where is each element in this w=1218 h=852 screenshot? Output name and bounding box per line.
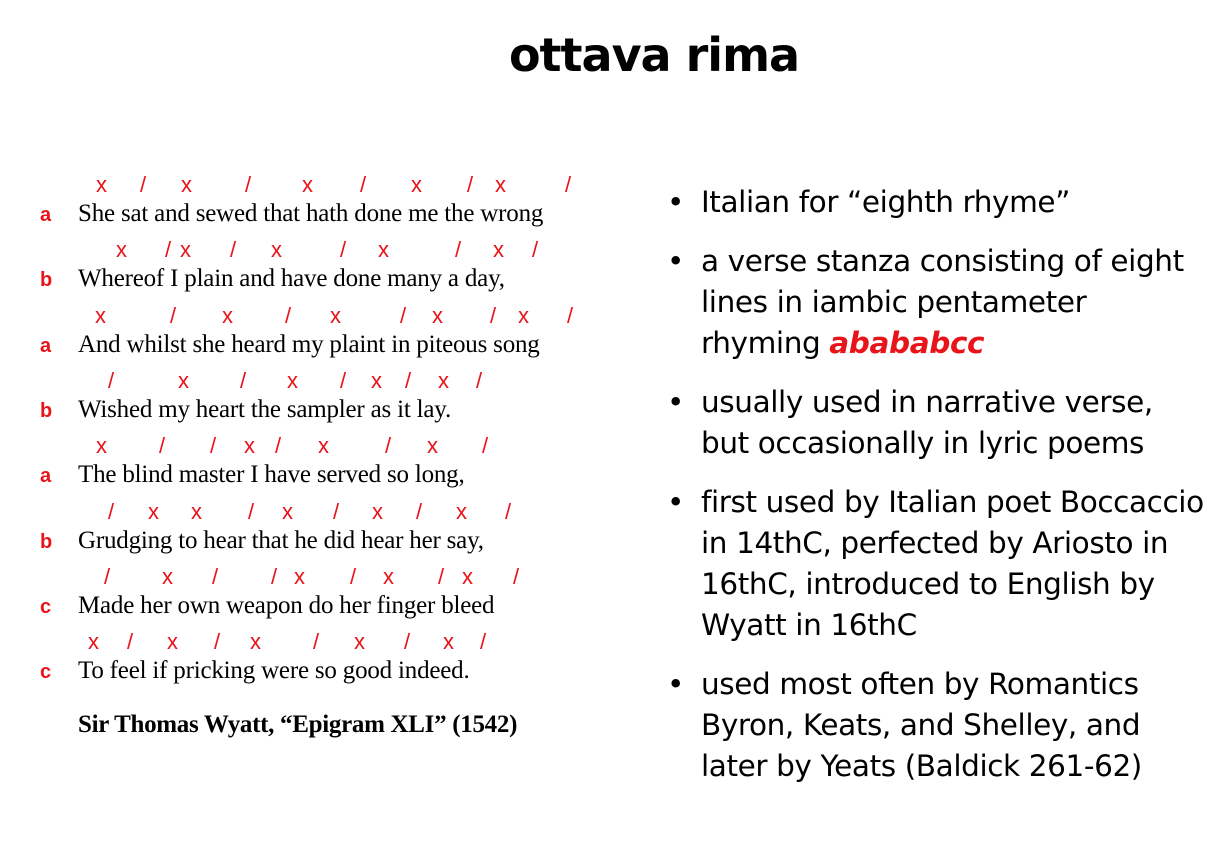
stress-mark: / xyxy=(505,499,512,524)
rhyme-letter: a xyxy=(40,465,52,487)
unstress-mark: x xyxy=(462,564,473,589)
stress-mark: / xyxy=(165,237,172,262)
bullet-text: first used by Italian poet Boccaccio in 14thC, perfected by Ariosto in 16thC, introduced to English by Wyatt in 16thC xyxy=(701,485,1204,642)
stress-mark: / xyxy=(271,564,278,589)
slide-title: ottava rima xyxy=(508,28,800,82)
stress-mark: / xyxy=(404,629,411,654)
stress-mark: / xyxy=(313,629,320,654)
unstress-mark: x xyxy=(518,303,529,328)
unstress-mark: x xyxy=(354,629,365,654)
stress-mark: / xyxy=(127,629,134,654)
unstress-mark: x xyxy=(287,368,298,393)
unstress-mark: x xyxy=(180,237,191,262)
unstress-mark: x xyxy=(383,564,394,589)
poem-line: Wished my heart the sampler as it lay. xyxy=(78,396,451,423)
rhyme-letter: a xyxy=(40,335,52,357)
stress-mark: / xyxy=(567,303,574,328)
stress-mark: / xyxy=(385,433,392,458)
unstress-mark: x xyxy=(294,564,305,589)
unstress-mark: x xyxy=(116,237,127,262)
unstress-mark: x xyxy=(438,368,449,393)
stress-mark: / xyxy=(405,368,412,393)
stress-mark: / xyxy=(400,303,407,328)
rhyme-letter: c xyxy=(40,661,52,683)
stress-mark: / xyxy=(350,564,357,589)
rhyme-letter: c xyxy=(40,596,52,618)
unstress-mark: x xyxy=(378,237,389,262)
stress-mark: / xyxy=(108,499,115,524)
bullet-item xyxy=(667,182,1207,223)
unstress-mark: x xyxy=(222,303,233,328)
stress-mark: / xyxy=(476,368,483,393)
poem-line: She sat and sewed that hath done me the wrong xyxy=(78,200,544,227)
unstress-mark: x xyxy=(181,172,192,197)
stress-mark: / xyxy=(438,564,445,589)
stress-mark: / xyxy=(212,564,219,589)
unstress-mark: x xyxy=(302,172,313,197)
unstress-mark: x xyxy=(244,433,255,458)
unstress-mark: x xyxy=(96,172,107,197)
stress-mark: / xyxy=(214,629,221,654)
stress-mark: / xyxy=(455,237,462,262)
unstress-mark: x xyxy=(191,499,202,524)
stress-mark: / xyxy=(482,433,489,458)
stress-mark: / xyxy=(480,629,487,654)
bullet-text: a verse stanza consisting of eight lines in iambic pentameter rhyming xyxy=(701,244,1184,360)
stress-mark: / xyxy=(532,237,539,262)
rhyme-letter: b xyxy=(40,269,53,291)
poem-line: Made her own weapon do her finger bleed xyxy=(78,592,495,619)
stress-mark: / xyxy=(285,303,292,328)
bullet-text: usually used in narrative verse, but occasionally in lyric poems xyxy=(701,385,1153,460)
bullet-item xyxy=(667,241,1207,364)
unstress-mark: x xyxy=(95,303,106,328)
stress-mark: / xyxy=(340,237,347,262)
unstress-mark: x xyxy=(318,433,329,458)
unstress-mark: x xyxy=(432,303,443,328)
poem-line: To feel if pricking were so good indeed. xyxy=(78,657,470,684)
unstress-mark: x xyxy=(271,237,282,262)
rhyme-scheme-highlight: abababcc xyxy=(829,326,985,360)
unstress-mark: x xyxy=(456,499,467,524)
stress-mark: / xyxy=(565,172,572,197)
stress-mark: / xyxy=(240,368,247,393)
stress-mark: / xyxy=(467,172,474,197)
unstress-mark: x xyxy=(162,564,173,589)
unstress-mark: x xyxy=(250,629,261,654)
poem-attribution: Sir Thomas Wyatt, “Epigram XLI” (1542) xyxy=(78,711,518,738)
unstress-mark: x xyxy=(330,303,341,328)
stress-mark: / xyxy=(170,303,177,328)
stress-mark: / xyxy=(490,303,497,328)
stress-mark: / xyxy=(245,172,252,197)
unstress-mark: x xyxy=(411,172,422,197)
stress-mark: / xyxy=(416,499,423,524)
poem-line: Whereof I plain and have done many a day, xyxy=(78,265,505,292)
stress-mark: / xyxy=(140,172,147,197)
stress-mark: / xyxy=(248,499,255,524)
unstress-mark: x xyxy=(148,499,159,524)
unstress-mark: x xyxy=(371,368,382,393)
poem-line: And whilst she heard my plaint in piteous song xyxy=(78,331,540,358)
bullet-item xyxy=(667,664,1207,787)
stress-mark: / xyxy=(159,433,166,458)
unstress-mark: x xyxy=(427,433,438,458)
stress-mark: / xyxy=(230,237,237,262)
unstress-mark: x xyxy=(495,172,506,197)
unstress-mark: x xyxy=(443,629,454,654)
bullet-text: used most often by Romantics Byron, Keats, and Shelley, and later by Yeats (Baldick 261-62) xyxy=(701,667,1142,783)
rhyme-letter: b xyxy=(40,400,53,422)
unstress-mark: x xyxy=(178,368,189,393)
unstress-mark: x xyxy=(167,629,178,654)
stress-mark: / xyxy=(275,433,282,458)
unstress-mark: x xyxy=(493,237,504,262)
poem-line: The blind master I have served so long, xyxy=(78,461,465,488)
stress-mark: / xyxy=(360,172,367,197)
unstress-mark: x xyxy=(372,499,383,524)
stress-mark: / xyxy=(333,499,340,524)
unstress-mark: x xyxy=(88,629,99,654)
stress-mark: / xyxy=(104,564,111,589)
stress-mark: / xyxy=(210,433,217,458)
unstress-mark: x xyxy=(282,499,293,524)
rhyme-letter: b xyxy=(40,531,53,553)
bullet-text: Italian for “eighth rhyme” xyxy=(701,185,1071,219)
stress-mark: / xyxy=(340,368,347,393)
bullet-item xyxy=(667,382,1207,464)
bullet-item xyxy=(667,482,1207,646)
unstress-mark: x xyxy=(96,433,107,458)
stress-mark: / xyxy=(513,564,520,589)
bullet-list xyxy=(667,182,1207,805)
poem-line: Grudging to hear that he did hear her say, xyxy=(78,527,484,554)
rhyme-letter: a xyxy=(40,204,52,226)
stress-mark: / xyxy=(108,368,115,393)
